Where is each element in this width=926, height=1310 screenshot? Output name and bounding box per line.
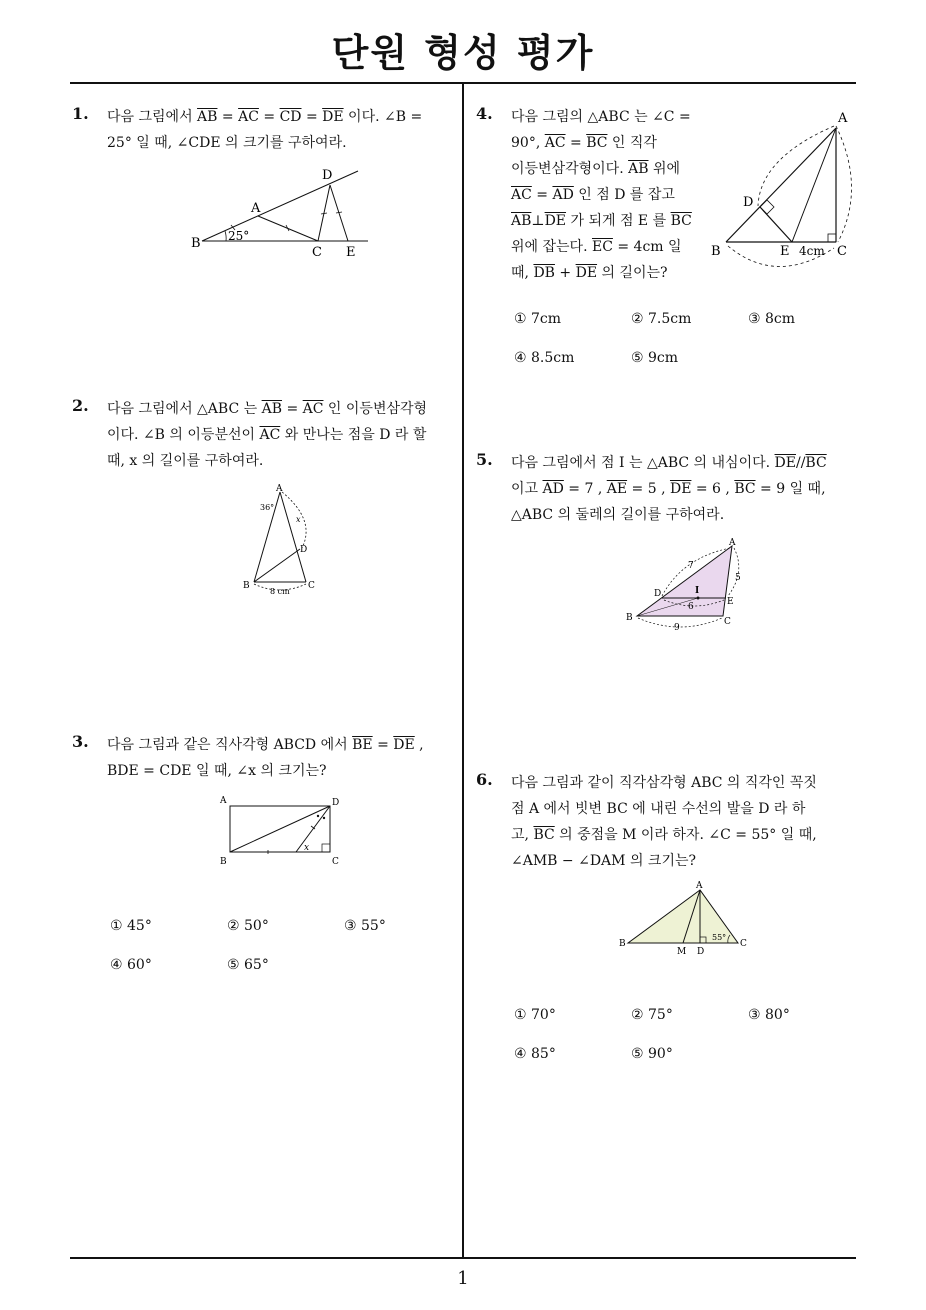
x-label: x bbox=[296, 515, 301, 524]
segment-name: $\overline{DB}$ bbox=[533, 265, 555, 281]
page-number: 1 bbox=[457, 1268, 469, 1289]
text-line: 위에 잡는다. $\overline{EC} = 4cm$ 일 bbox=[511, 239, 682, 255]
text-line: 90°, $\overline{AC} = \overline{BC}$ 인 직각 bbox=[511, 135, 657, 151]
segment-name: $\overline{DE}$ bbox=[322, 109, 344, 125]
problem-1-figure bbox=[188, 162, 368, 262]
segment-name: $\overline{AC}$ bbox=[302, 401, 324, 417]
label-E: E bbox=[780, 244, 790, 259]
choice-4[interactable]: ④ 8.5cm bbox=[514, 350, 575, 366]
choice-3[interactable]: ③ 55° bbox=[344, 918, 386, 934]
segment-name: $\overline{AC}$ bbox=[511, 187, 532, 203]
x-label: x bbox=[304, 843, 310, 853]
label-A: A bbox=[251, 201, 261, 216]
choice-1[interactable]: ① 7cm bbox=[514, 311, 562, 327]
problem-text bbox=[511, 450, 860, 528]
segment-name: $\overline{BC}$ bbox=[734, 481, 756, 497]
segment-name: $\overline{DE}$ bbox=[669, 481, 692, 497]
label-E: E bbox=[346, 245, 356, 260]
label-B: B bbox=[619, 939, 626, 949]
segment-name: $\overline{AD}$ bbox=[552, 187, 574, 203]
len-AE: 5 bbox=[735, 573, 741, 583]
angle-label: 25° bbox=[228, 229, 250, 243]
label-D: D bbox=[300, 545, 308, 555]
segment-name: $\overline{CD}$ bbox=[279, 109, 302, 125]
label-C: C bbox=[312, 245, 322, 260]
segment-name: $\overline{AE}$ bbox=[606, 481, 628, 497]
label-E: E bbox=[727, 597, 734, 607]
choice-1[interactable]: ① 45° bbox=[110, 918, 152, 934]
choice-4[interactable]: ④ 85° bbox=[514, 1046, 556, 1062]
label-I: I bbox=[695, 586, 700, 596]
text-line: 다음 그림에서 점 I 는 △ABC 의 내심이다. $\overline{DE}//\overline{BC}$ bbox=[511, 455, 827, 471]
segment-name: $\overline{BC}$ bbox=[805, 455, 827, 471]
choice-5[interactable]: ⑤ 9cm bbox=[631, 350, 679, 366]
segment-name: $\overline{AB}$ bbox=[261, 401, 283, 417]
base-label: 8 cm bbox=[270, 587, 290, 596]
label-B: B bbox=[626, 613, 633, 623]
text-line: △ABC 의 둘레의 길이를 구하여라. bbox=[511, 507, 725, 523]
segment-name: $\overline{AC}$ bbox=[259, 427, 281, 443]
text-line: 고, $\overline{BC}$ 의 중점을 M 이라 하자. ∠C = 55° 일 때, bbox=[511, 827, 817, 843]
text-line: 때, $\overline{DB} + \overline{DE}$ 의 길이는? bbox=[511, 265, 668, 281]
text-line: 25° 일 때, ∠CDE 의 크기를 구하여라. bbox=[107, 135, 347, 151]
choice-4[interactable]: ④ 60° bbox=[110, 957, 152, 973]
text-line: 이등변삼각형이다. $\overline{AB}$ 위에 bbox=[511, 161, 680, 177]
text-line: $\overline{AC} = \overline{AD}$ 인 점 D 를 잡고 bbox=[511, 187, 675, 203]
text-line: 다음 그림에서 $\overline{AB} = \overline{AC} = \overline{CD} = \overline{DE}$ 이다. ∠B = bbox=[107, 109, 423, 125]
problem-6-figure bbox=[616, 876, 756, 960]
label-A: A bbox=[220, 796, 227, 806]
problem-number: 1. bbox=[72, 104, 89, 123]
text-line: BDE = CDE 일 때, ∠x 의 크기는? bbox=[107, 763, 327, 779]
text-line: 다음 그림에서 △ABC 는 $\overline{AB} = \overline{AC}$ 인 이등변삼각형 bbox=[107, 401, 428, 417]
length-label: 4cm bbox=[799, 244, 825, 258]
bottom-rule bbox=[70, 1257, 856, 1259]
choice-1[interactable]: ① 70° bbox=[514, 1007, 556, 1023]
segment-name: $\overline{DE}$ bbox=[774, 455, 796, 471]
problem-text bbox=[107, 396, 456, 474]
text-line: 점 A 에서 빗변 BC 에 내린 수선의 발을 D 라 하 bbox=[511, 801, 806, 817]
problem-number: 5. bbox=[476, 450, 493, 469]
segment-name: $\overline{AC}$ bbox=[544, 135, 566, 151]
segment-name: $\overline{AB}$ bbox=[511, 213, 532, 229]
label-D: D bbox=[743, 195, 754, 210]
problem-text bbox=[107, 732, 456, 784]
segment-name: $\overline{BE}$ bbox=[352, 737, 373, 753]
segment-name: $\overline{AB}$ bbox=[197, 109, 218, 125]
label-B: B bbox=[220, 857, 227, 867]
problem-4-figure bbox=[706, 108, 866, 278]
text-line: 때, x 의 길이를 구하여라. bbox=[107, 453, 264, 469]
label-A: A bbox=[696, 881, 703, 891]
problem-5-figure bbox=[622, 536, 752, 636]
len-AD: 7 bbox=[688, 561, 694, 571]
label-D: D bbox=[654, 589, 662, 599]
label-B: B bbox=[711, 244, 721, 259]
len-DE: 6 bbox=[688, 602, 694, 612]
label-B: B bbox=[191, 236, 201, 251]
label-A: A bbox=[729, 538, 736, 548]
label-C: C bbox=[308, 581, 315, 591]
problem-number: 3. bbox=[72, 732, 89, 751]
choice-2[interactable]: ② 75° bbox=[631, 1007, 673, 1023]
problem-3-figure bbox=[218, 794, 348, 874]
text-line: 이고 $\overline{AD} = 7$ , $\overline{AE} = 5$ , $\overline{DE} = 6$ , $\overline{BC} = 9$ 일 때, bbox=[511, 481, 826, 497]
text-line: 다음 그림의 △ABC 는 ∠C = bbox=[511, 109, 691, 125]
problem-number: 2. bbox=[72, 396, 89, 415]
angle-label: 36° bbox=[260, 503, 275, 512]
column-divider bbox=[462, 82, 464, 1258]
segment-name: $\overline{EC}$ bbox=[591, 239, 613, 255]
label-A: A bbox=[276, 484, 283, 494]
segment-name: $\overline{AC}$ bbox=[238, 109, 259, 125]
label-C: C bbox=[724, 617, 731, 627]
choice-5[interactable]: ⑤ 65° bbox=[227, 957, 269, 973]
label-D: D bbox=[322, 168, 333, 183]
segment-name: $\overline{BC}$ bbox=[670, 213, 692, 229]
label-M: M bbox=[677, 947, 687, 957]
text-line: $\overline{AB}\perp\overline{DE}$ 가 되게 점 E 를 $\overline{BC}$ bbox=[511, 213, 692, 229]
choice-2[interactable]: ② 50° bbox=[227, 918, 269, 934]
len-BC: 9 bbox=[674, 623, 680, 633]
choice-3[interactable]: ③ 8cm bbox=[748, 311, 796, 327]
problem-number: 4. bbox=[476, 104, 493, 123]
text-line: 다음 그림과 같은 직사각형 ABCD 에서 $\overline{BE} = \overline{DE}$ , bbox=[107, 737, 424, 753]
label-B: B bbox=[243, 581, 250, 591]
segment-name: $\overline{DE}$ bbox=[393, 737, 415, 753]
label-A: A bbox=[838, 111, 848, 126]
choice-3[interactable]: ③ 80° bbox=[748, 1007, 790, 1023]
segment-name: $\overline{AB}$ bbox=[628, 161, 649, 177]
segment-name: $\overline{DE}$ bbox=[575, 265, 598, 281]
segment-name: $\overline{DE}$ bbox=[544, 213, 567, 229]
problem-number: 6. bbox=[476, 770, 493, 789]
problem-2-figure bbox=[238, 480, 328, 600]
page-title: 단원 형성 평가 bbox=[331, 31, 595, 75]
text-line: 다음 그림과 같이 직각삼각형 ABC 의 직각인 꼭짓 bbox=[511, 775, 817, 791]
angle-label: 55° bbox=[712, 933, 727, 942]
segment-name: $\overline{AD}$ bbox=[542, 481, 564, 497]
label-D: D bbox=[332, 798, 340, 808]
problem-text bbox=[511, 770, 860, 874]
text-line: 이다. ∠B 의 이등분선이 $\overline{AC}$ 와 만나는 점을 D 라 할 bbox=[107, 427, 427, 443]
segment-name: $\overline{BC}$ bbox=[533, 827, 555, 843]
segment-name: $\overline{BC}$ bbox=[586, 135, 608, 151]
choice-5[interactable]: ⑤ 90° bbox=[631, 1046, 673, 1062]
problem-text bbox=[511, 104, 706, 286]
label-D: D bbox=[697, 947, 705, 957]
problem-text bbox=[107, 104, 456, 156]
choice-2[interactable]: ② 7.5cm bbox=[631, 311, 692, 327]
label-C: C bbox=[740, 939, 747, 949]
label-C: C bbox=[837, 244, 847, 259]
text-line: ∠AMB − ∠DAM 의 크기는? bbox=[511, 853, 696, 869]
label-C: C bbox=[332, 857, 339, 867]
